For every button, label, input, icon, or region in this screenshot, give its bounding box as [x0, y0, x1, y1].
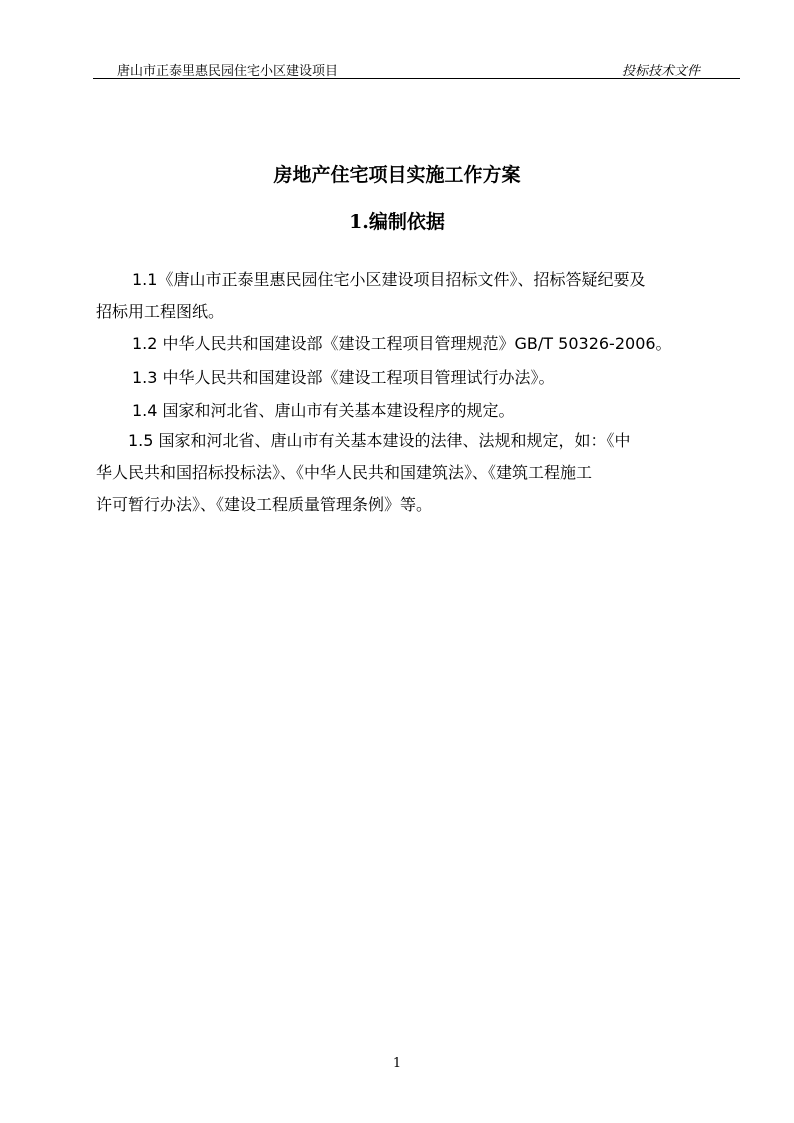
- paragraph-line: 1.3 中华人民共和国建设部《建设工程项目管理试行办法》。: [132, 368, 555, 387]
- paragraph-line: 华人民共和国招标投标法》、《中华人民共和国建筑法》、《建筑工程施工: [96, 463, 593, 482]
- paragraph-line: 招标用工程图纸。: [96, 302, 225, 321]
- paragraph-line: 许可暂行办法》、《建设工程质量管理条例》等。: [96, 495, 433, 514]
- paragraph-line: 1.5 国家和河北省、唐山市有关基本建设的法律、法规和规定，如：《中: [128, 431, 631, 450]
- paragraph-1-5: [96, 425, 736, 521]
- paragraph-1-1: [96, 264, 736, 328]
- paragraph-1-4: [96, 395, 736, 427]
- header-project-name: 唐山市正泰里惠民园住宅小区建设项目: [117, 64, 339, 79]
- paragraph-1-3: [96, 362, 736, 394]
- page-header: [93, 50, 740, 79]
- paragraph-line: 1.4 国家和河北省、唐山市有关基本建设程序的规定。: [132, 401, 515, 420]
- section-heading: 1.编制依据: [349, 211, 445, 233]
- paragraph-line: 1.2 中华人民共和国建设部《建设工程项目管理规范》GB/T 50326-2006。: [132, 334, 672, 353]
- header-document-type: 投标技术文件: [621, 64, 700, 79]
- paragraph-1-2: [96, 328, 736, 360]
- paragraph-line: 1.1《唐山市正泰里惠民园住宅小区建设项目招标文件》、招标答疑纪要及: [132, 270, 646, 289]
- document-title: 房地产住宅项目实施工作方案: [273, 164, 521, 186]
- page-number: 1: [392, 1056, 402, 1071]
